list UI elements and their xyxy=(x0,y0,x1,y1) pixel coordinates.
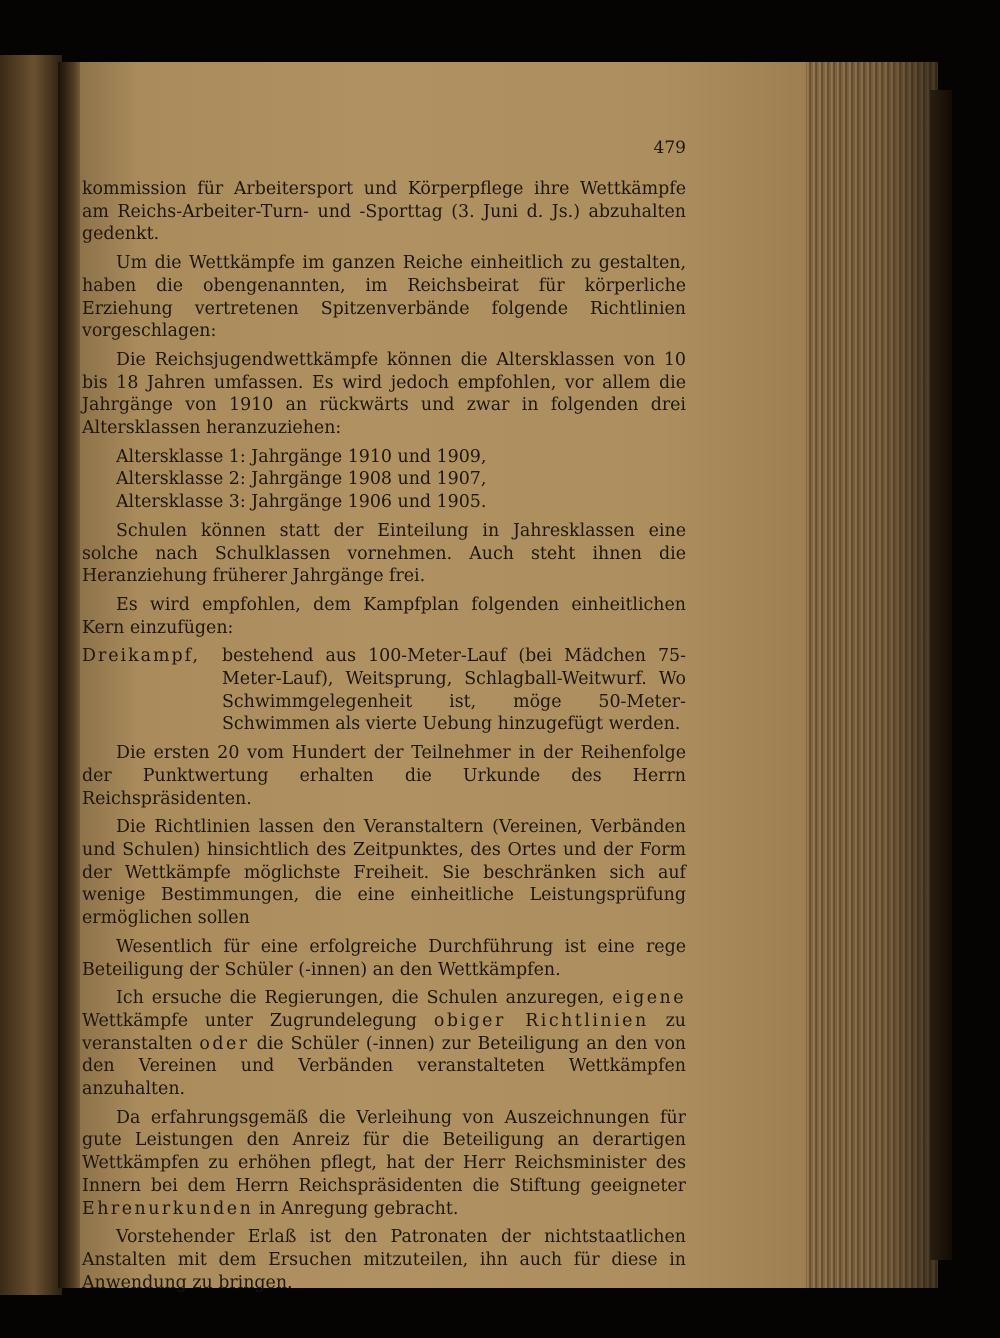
age-class-1: Altersklasse 1: Jahrgänge 1910 und 1909, xyxy=(116,446,487,467)
paragraph-1: kommission für Arbeitersport und Körperpflege ihre Wettkämpfe am Reichs-Arbeiter-Turn- und -Sporttag (3. Juni d. Js.) abzuhalten gedenkt. xyxy=(82,179,686,245)
paragraph-9 xyxy=(82,987,686,1101)
paragraph-9-part-a: Ich ersuche die Regierungen, die Schulen anzuregen, xyxy=(116,988,605,1009)
paragraph-8: Wesentlich für eine erfolgreiche Durchführung ist eine rege Beteiligung der Schüler (-innen) an den Wettkämpfen. xyxy=(82,936,686,980)
age-class-3: Altersklasse 3: Jahrgänge 1906 und 1905. xyxy=(116,492,487,513)
paragraph-9-emphasis-richtlinien: obiger Richtlinien xyxy=(433,1010,649,1031)
paragraph-6: Die ersten 20 vom Hundert der Teilnehmer in der Reihenfolge der Punktwertung erhalten die Urkunde des Herrn Reichspräsidenten. xyxy=(82,743,686,809)
paragraph-2: Um die Wettkämpfe im ganzen Reiche einheitlich zu gestalten, haben die obengenannten, im Reichsbeirat für körperliche Erziehung vertretenen Spitzenverbände folgende Richtlinien vorgeschlagen: xyxy=(82,253,686,342)
dreikampf-term: Dreikampf, xyxy=(82,646,200,667)
paragraph-11: Vorstehender Erlaß ist den Patronaten der nichtstaatlichen Anstalten mit dem Ersuchen mitzuteilen, ihn auch für diese in Anwendung zu bringen. xyxy=(82,1227,686,1293)
paragraph-9-emphasis-eigene: eigene xyxy=(612,988,686,1009)
paragraph-7: Die Richtlinien lassen den Veranstaltern (Vereinen, Verbänden und Schulen) hinsichtlich des Zeitpunktes, des Ortes und der Form der Wettkämpfe möglichste Freiheit. Sie beschränken sich auf wenige Bestimmungen, die eine einheitliche Leistungsprüfung ermöglichen sollen xyxy=(82,817,686,929)
paragraph-4: Schulen können statt der Einteilung in Jahresklassen eine solche nach Schulklassen vornehmen. Auch steht ihnen die Heranziehung früherer Jahrgänge frei. xyxy=(82,520,686,587)
page-stack-shadow xyxy=(806,62,938,1288)
paragraph-9-part-g: die Schüler (-innen) zur Beteiligung an den von den Vereinen und Verbänden veranstalteten Wettkämpfen anzuhalten. xyxy=(82,1033,686,1100)
dreikampf-definition xyxy=(82,645,686,736)
paragraph-3: Die Reichsjugendwettkämpfe können die Altersklassen von 10 bis 18 Jahren umfassen. Es wird jedoch empfohlen, vor allem die Jahrgänge von 1910 an rückwärts und zwar in folgenden drei Altersklassen heranzuziehen: xyxy=(82,349,686,439)
age-class-2: Altersklasse 2: Jahrgänge 1908 und 1907, xyxy=(116,469,487,490)
paragraph-9-part-e: zu veranstalten xyxy=(82,1010,686,1054)
left-page-edge xyxy=(0,55,62,1295)
page-text xyxy=(82,178,686,1300)
page-number: 479 xyxy=(653,138,686,158)
dreikampf-description: bestehend aus 100-Meter-Lauf (bei Mädchen 75-Meter-Lauf), Weitsprung, Schlagball-Weitwurf. Wo Schwimmgelegenheit ist, möge 50-Meter-Schwimmen als vierte Uebung hinzugefügt werden. xyxy=(222,646,686,735)
paragraph-10 xyxy=(82,1107,686,1221)
paragraph-10-emphasis-ehrenurkunden: Ehrenurkunden xyxy=(82,1198,254,1219)
paragraph-9-emphasis-oder: oder xyxy=(199,1033,250,1054)
paragraph-5: Es wird empfohlen, dem Kampfplan folgenden einheitlichen Kern einzufügen: xyxy=(82,594,686,638)
paragraph-10-part-a: Da erfahrungsgemäß die Verleihung von Auszeichnungen für gute Leistungen den Anreiz für die Beteiligung an derartigen Wettkämpfen zu erhöhen pflegt, hat der Herr Reichsminister des Innern bei dem Herrn Reichspräsidenten die Stiftung geeigneter xyxy=(82,1107,686,1196)
paragraph-9-part-c: Wettkämpfe unter Zugrundelegung xyxy=(82,1010,417,1031)
book-cover-edge xyxy=(930,90,952,1260)
age-class-list xyxy=(82,446,686,514)
paragraph-10-part-c: in Anregung gebracht. xyxy=(258,1198,459,1219)
